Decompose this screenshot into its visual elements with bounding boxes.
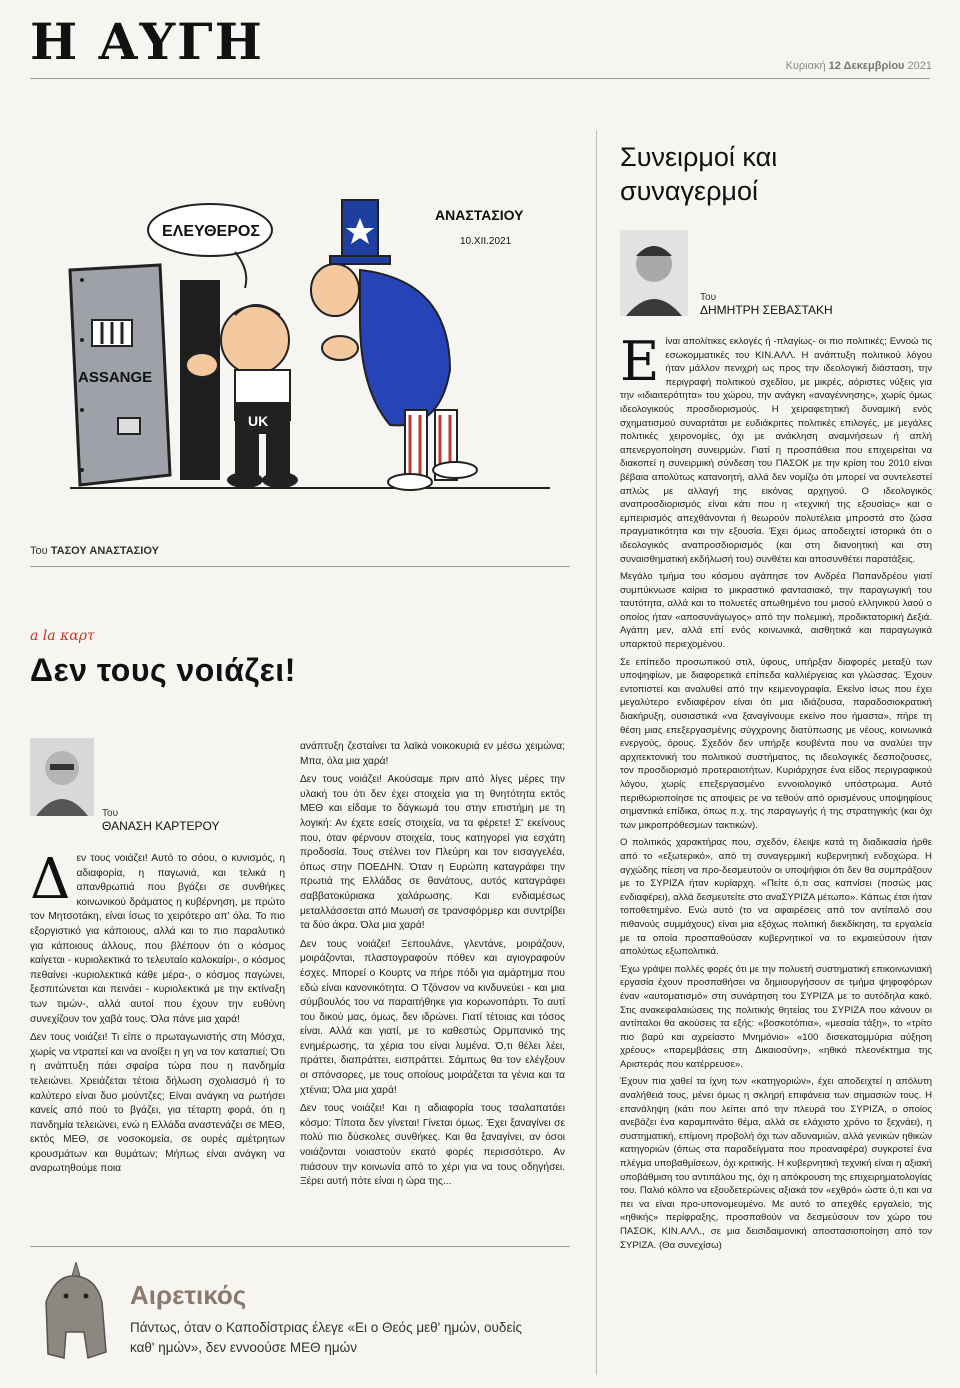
- left-byline: [102, 808, 220, 833]
- left-dropcap: Δ: [30, 852, 71, 912]
- right-byline-name: ΔΗΜΗΤΡΗ ΣΕΒΑΣΤΑΚΗ: [700, 303, 833, 317]
- right-headline: [620, 140, 777, 208]
- left-col2-p4: Δεν τους νοιάζει! Και η αδιαφορία τους τσαλαπατάει κόσμο: Τίποτα δεν γίνεται! Γίνεται όμως. Έχει ξαναγίνει σε πολύ πιο δύσκολες συνθήκες. Και θα ξαναγίνει, αν όσοι νοιάζονται νοιαστούν εκατό φορές περισσότερο. Αν πιάσουν την κοινωνία από το χέρι για να τους οδηγήσει. Ξέρει αυτή πότε είναι η ώρα της...: [300, 1103, 565, 1188]
- masthead: Η ΑΥΓΗ: [30, 12, 264, 71]
- cartoon-credit-prefix: Του: [30, 545, 48, 557]
- speech-text: ΕΛΕΥΘΕΡΟΣ: [162, 223, 260, 240]
- left-col2-p2: Δεν τους νοιάζει! Ακούσαμε πριν από λίγες μέρες την υλακή του ότι δεν έχει στοιχεία για τη θνητότητα εκτός ΜΕΘ και είδαμε το δάγκωμά του στην επιστήμη με τη λογική: Αν έχετε εσείς στοιχεία, να τα φέρετε! Σ' εκείνους που, όταν φέρνουν στοιχεία, τους κατηγορεί για εσχάτη προδοσία. Τους στέλνει τον Πλεύρη και τον εισαγγελέα, όπως στην ΠΟΕΔΗΝ. Όταν η Ευρώπη καταγράφει την πρωτιά της Ελλάδας σε θανάτους, αυτός καταγράφει σαββατοκύριακα χαλάρωσης. Και ενδιαμέσως μεταλλάσσεται από Μωυσή σε τρανσφόρμερ και συντρίβει τα δύο άκρα. Όλα μια χαρά!: [300, 774, 565, 932]
- aire-rule: [30, 1246, 570, 1247]
- column-kicker: a la καρτ: [30, 628, 95, 644]
- right-p3: Σε επίπεδο προσωπικού στιλ, ύφους, υπήρξαν διαφορές μεταξύ των υποψηφίων, με διαφορετικά επίπεδα καλλιέργειας και γλώσσας. Έχουν εντοπιστεί και αναλυθεί από την κειμενογραφία. Εκείνο ίσως που έχει μεγαλύτερο ενδιαφέρον είναι ότι μια ιδιάζουσα, παραδοσιοκρατική διακήρυξη, ουσιαστικά «να ξαναγίνουμε εκείνο που ήμαστα», πήρε τη θέση μιας επεξεργασμένης σύγχρονης διατύπωσης με νέους, κοινωνικά ενεργούς, όρους. Σχεδόν δεν υπήρξε κουβέντα που να αναλύει την αρχιτεκτονική του πολιτικού συστήματος, τις ιδεολογικές δεσποζουσες, τον προσδιορισμό προτεραιοτήτων. Κυριάρχησε ένα είδος περιγραφικού λόγου, χωρίς επεξεργασμένο εννοιολογικό υπόστρωμα. Αυτό περιθωριοποίησε τις αποψεις ρε να τεθούν από ορισμένους υποψηφίους σημαντικά επίδικα, όπως π.χ. της παραγωγής ή της στρατηγικής (και όχι των μικροπρόθεσμων τακτικών).: [620, 656, 932, 831]
- cartoon-signature: ΑΝΑΣΤΑΣΙΟΥ: [435, 207, 524, 223]
- right-p2: Μεγάλο τμήμα του κόσμου αγάπησε τον Ανδρέα Παπανδρέου γιατί συμπύκνωσε καίρια το μικραστικό φαντασιακό, την παραγωγική του ταυτότητα, αλλά και το πολυετές απωθημένο του μισού ελληνικού λαού ο οποίος ήταν «αποσυνάγωγος» από την πολεμική, προδικτατορική Δεξιά. Αγάπη μεν, αλλά επί ενός κοινωνικά, αισθητικά και παραγωγικά υπαρκτού περιεχομένου.: [620, 571, 932, 651]
- uncle-sam-figure: [311, 200, 477, 490]
- right-p5: Έχω γράψει πολλές φορές ότι με την πολυετή συστηματική επικοινωνιακή εργασία έχουν προσπαθήσει να δημιουργήσουν σε τμήμα ψηφοφόρων έναν «αυτοματισμό» στη συνάρτηση του ΣΥΡΙΖΑ με το αυτόδηλα κακό. Στις ανακεφαλαιώσεις της πολιτικής θητείας του ΣΥΡΙΖΑ που κάνουν οι αντίπαλοι θα ακούσεις τα εξής: «βοσκοτόπια», «μεσαία τάξη», το «τρίτο πιο βαρύ και αχρείαστο Μνημόνιο» «100 δισεκατομμύρια αύξηση χρέους» «παρεμβάσεις στη Δικαιοσύνη», «ηθικό πλεονέκτημα της Αριστεράς που κατέρρευσε».: [620, 963, 932, 1070]
- left-col1-p2: Δεν τους νοιάζει! Τι είπε ο πρωταγωνιστής στη Μόσχα, χωρίς να ντραπεί και να ανοίξει η γη να τον καταπιεί; Ότι η ανάπτυξη πάει σφαίρα τώρα που η πανδημία τελειώνει. Χρειάζεται τέτοια δήλωση σχολιασμό ή το καλύτερο είναι δυο μούντζες; Είναι ανάγκη να ρωτήσει κανείς από πού το βγάζει, για τέταρτη φορά, ότι η πανδημία τελειώνει, ενώ η Ελλάδα αναστενάζει σε ΜΕΘ, εκτός ΜΕΘ, σε νοσοκομεία, σε ουρές αμέτρητων κρουσμάτων και θυμάτων; Μήπως είναι ανάγκη να αναρωτηθούμε ποια: [30, 1032, 285, 1175]
- door-label: ASSANGE: [78, 369, 153, 386]
- right-byline-prefix: Του: [700, 292, 717, 303]
- right-p1: ίναι απολίτικες εκλογές ή -πλαγίως- οι πιο πολιτικές; Εννοώ τις εσωκομματικές του ΚΙΝ.ΑΛΛ. Η ανάπτυξη πολιτικού λόγου ήταν μάλλον πενιχρή ως προς την ιδεολογική διάσταση, την περιγραφή πολιτικού σχεδίου, με μικρές, αόριστες νύξεις για την «ιδιαιτερότητα» του χώρου, την ανάγκη «αναγέννησης», χωρίς όμως ιδεολογικούς προσδιορισμούς. Η χειραφετητική δυναμική ενός σχηματισμού συναρτάται με ευδιάκριτες πολιτικές επιλογές, με μεγάλες πολιτικές χειρονομίες, όχι με ανάκληση αναμνήσεων ή απλή απενεργοποίηση συνειρμών. Γιατί η προσπάθεια που επιχειρείται να διακοπεί η συνειρμική σύνδεση του ΠΑΣΟΚ με την κρίση του 2010 είναι βέβαια απολύτως κατανοητή, αλλά δεν νομίζω ότι μπορεί να συντελεστεί απλώς με αλλαγή της εικόνας αρχηγού. Ο ιδεολογικός αναπροσδιορισμός είναι κάτι που η «τεχνική της εξουσίας» και ο εμπειρισμός απεχθάνονται ή θεωρούν πολυτέλεια μπροστά στο ζώσα πραγματικότητα και την εξουσία. Έχει όμως αποδειχτεί ιστορικά ότι ο ιδεολογικός αναπροσδιορισμός (και στη διανοητική και στη συναισθηματική εκδήλωσή του) συνθέτει και αποσυνθέτει παρατάξεις.: [620, 336, 932, 565]
- rhino-icon: [36, 1262, 116, 1362]
- dateline-year: 2021: [907, 60, 932, 72]
- left-article-col2: [300, 740, 565, 1228]
- cartoon-signature-date: 10.XII.2021: [460, 236, 512, 247]
- right-article-body: [620, 335, 932, 1380]
- figure-label: UK: [248, 413, 269, 429]
- right-byline: [700, 292, 833, 317]
- right-headline-line2: συναγερμοί: [620, 176, 759, 206]
- cartoon-illustration: [30, 170, 570, 530]
- left-col2-p3: Δεν τους νοιάζει! Ξεπουλάνε, γλεντάνε, μοιράζουν, μοιράζονται, πλαστογραφούν πόθεν και αγιογραφούν έσχες. Μπορεί ο Κουρτς να πήρε πόδι για αμάρτημα που εδώ είναι κανονικότητα. Ο Τζόνσον να κινδυνεύει - και μια σύμβουλός του να παραιτήθηκε για κορωνοπάρτι. Το αυτί του δικού μας, όμως, δεν ιδρώνει. Γιατί τέτοιας και τόσος είναι. Αλλά και γιατί, με το καθεστώς Ορμπανικό της ενημέρωσης, τα χέρια του είναι λυμένα. Ό,τι θέλει λέει, πράττει, διαπράττει, εισπράττει. Σάμπως θα τον ελέγξουν οι σπόνσορες, με τους οποίους μοιράζεται τα γένια και τα χτένια; Όλα μια χαρά!: [300, 938, 565, 1096]
- left-headline: Δεν τους νοιάζει!: [30, 652, 296, 688]
- left-byline-name: ΘΑΝΑΣΗ ΚΑΡΤΕΡΟΥ: [102, 819, 220, 833]
- cartoon: [30, 170, 570, 530]
- cartoon-credit: [30, 545, 159, 557]
- left-col1-p1: εν τους νοιάζει! Αυτό το σόου, ο κυνισμός, η αδιαφορία, η παγωνιά, και τελικά η απανθρωπιά που βγάζει σε συνθήκες κοινωνικού δράματος η κυβέρνηση, με πρώτο τον Μητσοτάκη, είναι ίσως το χειρότερο απ' όλα. Το πιο εξοργιστικό για κάποιους, αλλά και το πιο παραλυτικό για κάποιους άλλους, που βλέπουν ότι ο κόσμος καίγεται - κυριολεκτικά το τελευταίο καλοκαίρι-, ο κόσμος πεθαίνει -κυριολεκτικά κάθε μέρα-, ο κόσμος παγώνει, ξεσπιτώνεται και πεινάει - κυριολεκτικά με την εκτίναξη των τιμών-, αλλά αυτοί που έχουν την ευθύνη συνεχίζουν τον χαβά τους. Όλα πάνε μια χαρά!: [30, 853, 285, 1025]
- right-dropcap: Ε: [620, 335, 660, 393]
- left-article-col1: [30, 852, 285, 1222]
- aire-text: Πάντως, όταν ο Καποδίστριας έλεγε «Ει ο Θεός μεθ' ημών, ουδείς καθ' ημών», δεν εννοούσε ΜΕΘ ημών: [130, 1320, 522, 1355]
- dateline: [786, 60, 932, 72]
- column-divider: [596, 130, 597, 1375]
- cartoon-rule: [30, 566, 570, 567]
- right-headline-line1: Συνειρμοί και: [620, 142, 778, 172]
- right-p6: Έχουν πια χαθεί τα ίχνη των «κατηγοριών», έχει αποδειχτεί η απόλυτη αναλήθειά τους, μένει όμως η σκληρή επιφάνεια των σημασιών τους. Η επανάληψη (κάτι που λείπει από την πλευρά του ΣΥΡΙΖΑ, ο οποίος ανεβάζει ένα καραμπινάτο θέμα, αλλά σε ελάχιστο χρόνο το ξεχνάει), η συστηματική, επίμονη προβολή όχι των αδυναμιών, αλλά γενικών ηθικών κατηγοριών (όπως στα παραδείγματα που προαναφέρα) συγκροτεί ένα πλέγμα υποβαθμίσεων, όχι κριτικής. Η κυβερνητική τεχνική είναι η αξιακή υποβάθμιση του αντιπάλου της, όχι η απόκρουση της επιχειρηματολογίας του. Παλιό κόλπο να εξουδετερώνεις αξιακά τον «εχθρό» ώστε ό,τι και να πει να είναι προ-υπονομευμένο. Με αυτό το απεχθές εργαλείο, της «ηθικής» περίφραξης, προσπαθούν να δεσμεύσουν τον χώρο του ΠΑΣΟΚ, ΚΙΝ.ΑΛΛ., σε μια δεισιδαιμονική αποστασιοποίηση από τον ΣΥΡΙΖΑ. (Θα συνεχίσω): [620, 1076, 932, 1251]
- aire-title: Αιρετικός: [130, 1280, 247, 1310]
- speech-bubble: [148, 204, 272, 288]
- right-p4: Ο πολιτικός χαρακτήρας που, σχεδόν, έλειψε κατά τη διαδικασία ήρθε από το «εξωτερικό», από τη συναγερμική κυβερνητική ενδοχώρα. Η αγχώδης πίεση να προ-δεσμευτούν οι υποψήφιοι ότι δεν θα συμπράξουν με το ΣΥΡΙΖΑ ήταν κυρίαρχη. «Πείτε ό,τι σας καπνίσει (ποσώς μας ενδιαφέρει), αλλά δεσμευτείτε στο αναΣΥΡΙΖΑ μέτωπο». Κάπως έτσι ήταν τοποθετημένο. Ενώ αυτό (το να αφαιρέσεις από τον αντίπαλό σου πιθανούς συμμάχους) είναι μια εξόχως πολιτική διεκδίκηση, τα εργαλεία με τα οποία προσπαθούσαν κυβερνητικοί να το εκμαιεύσουν ήταν απολύτως εξωπολιτικά.: [620, 837, 932, 958]
- author-photo-karterou: [30, 738, 94, 816]
- left-byline-prefix: Του: [102, 808, 119, 819]
- dateline-date: 12 Δεκεμβρίου: [828, 60, 905, 72]
- left-col2-p1: ανάπτυξη ζεσταίνει τα λαϊκά νοικοκυριά εν μέσω χειμώνα; Μπα, όλα μια χαρά!: [300, 741, 565, 767]
- dateline-day: Κυριακή: [785, 60, 826, 72]
- masthead-rule: [30, 78, 930, 79]
- author-photo-sevastaki: [620, 230, 688, 316]
- cartoon-credit-name: ΤΑΣΟΥ ΑΝΑΣΤΑΣΙΟΥ: [50, 545, 159, 557]
